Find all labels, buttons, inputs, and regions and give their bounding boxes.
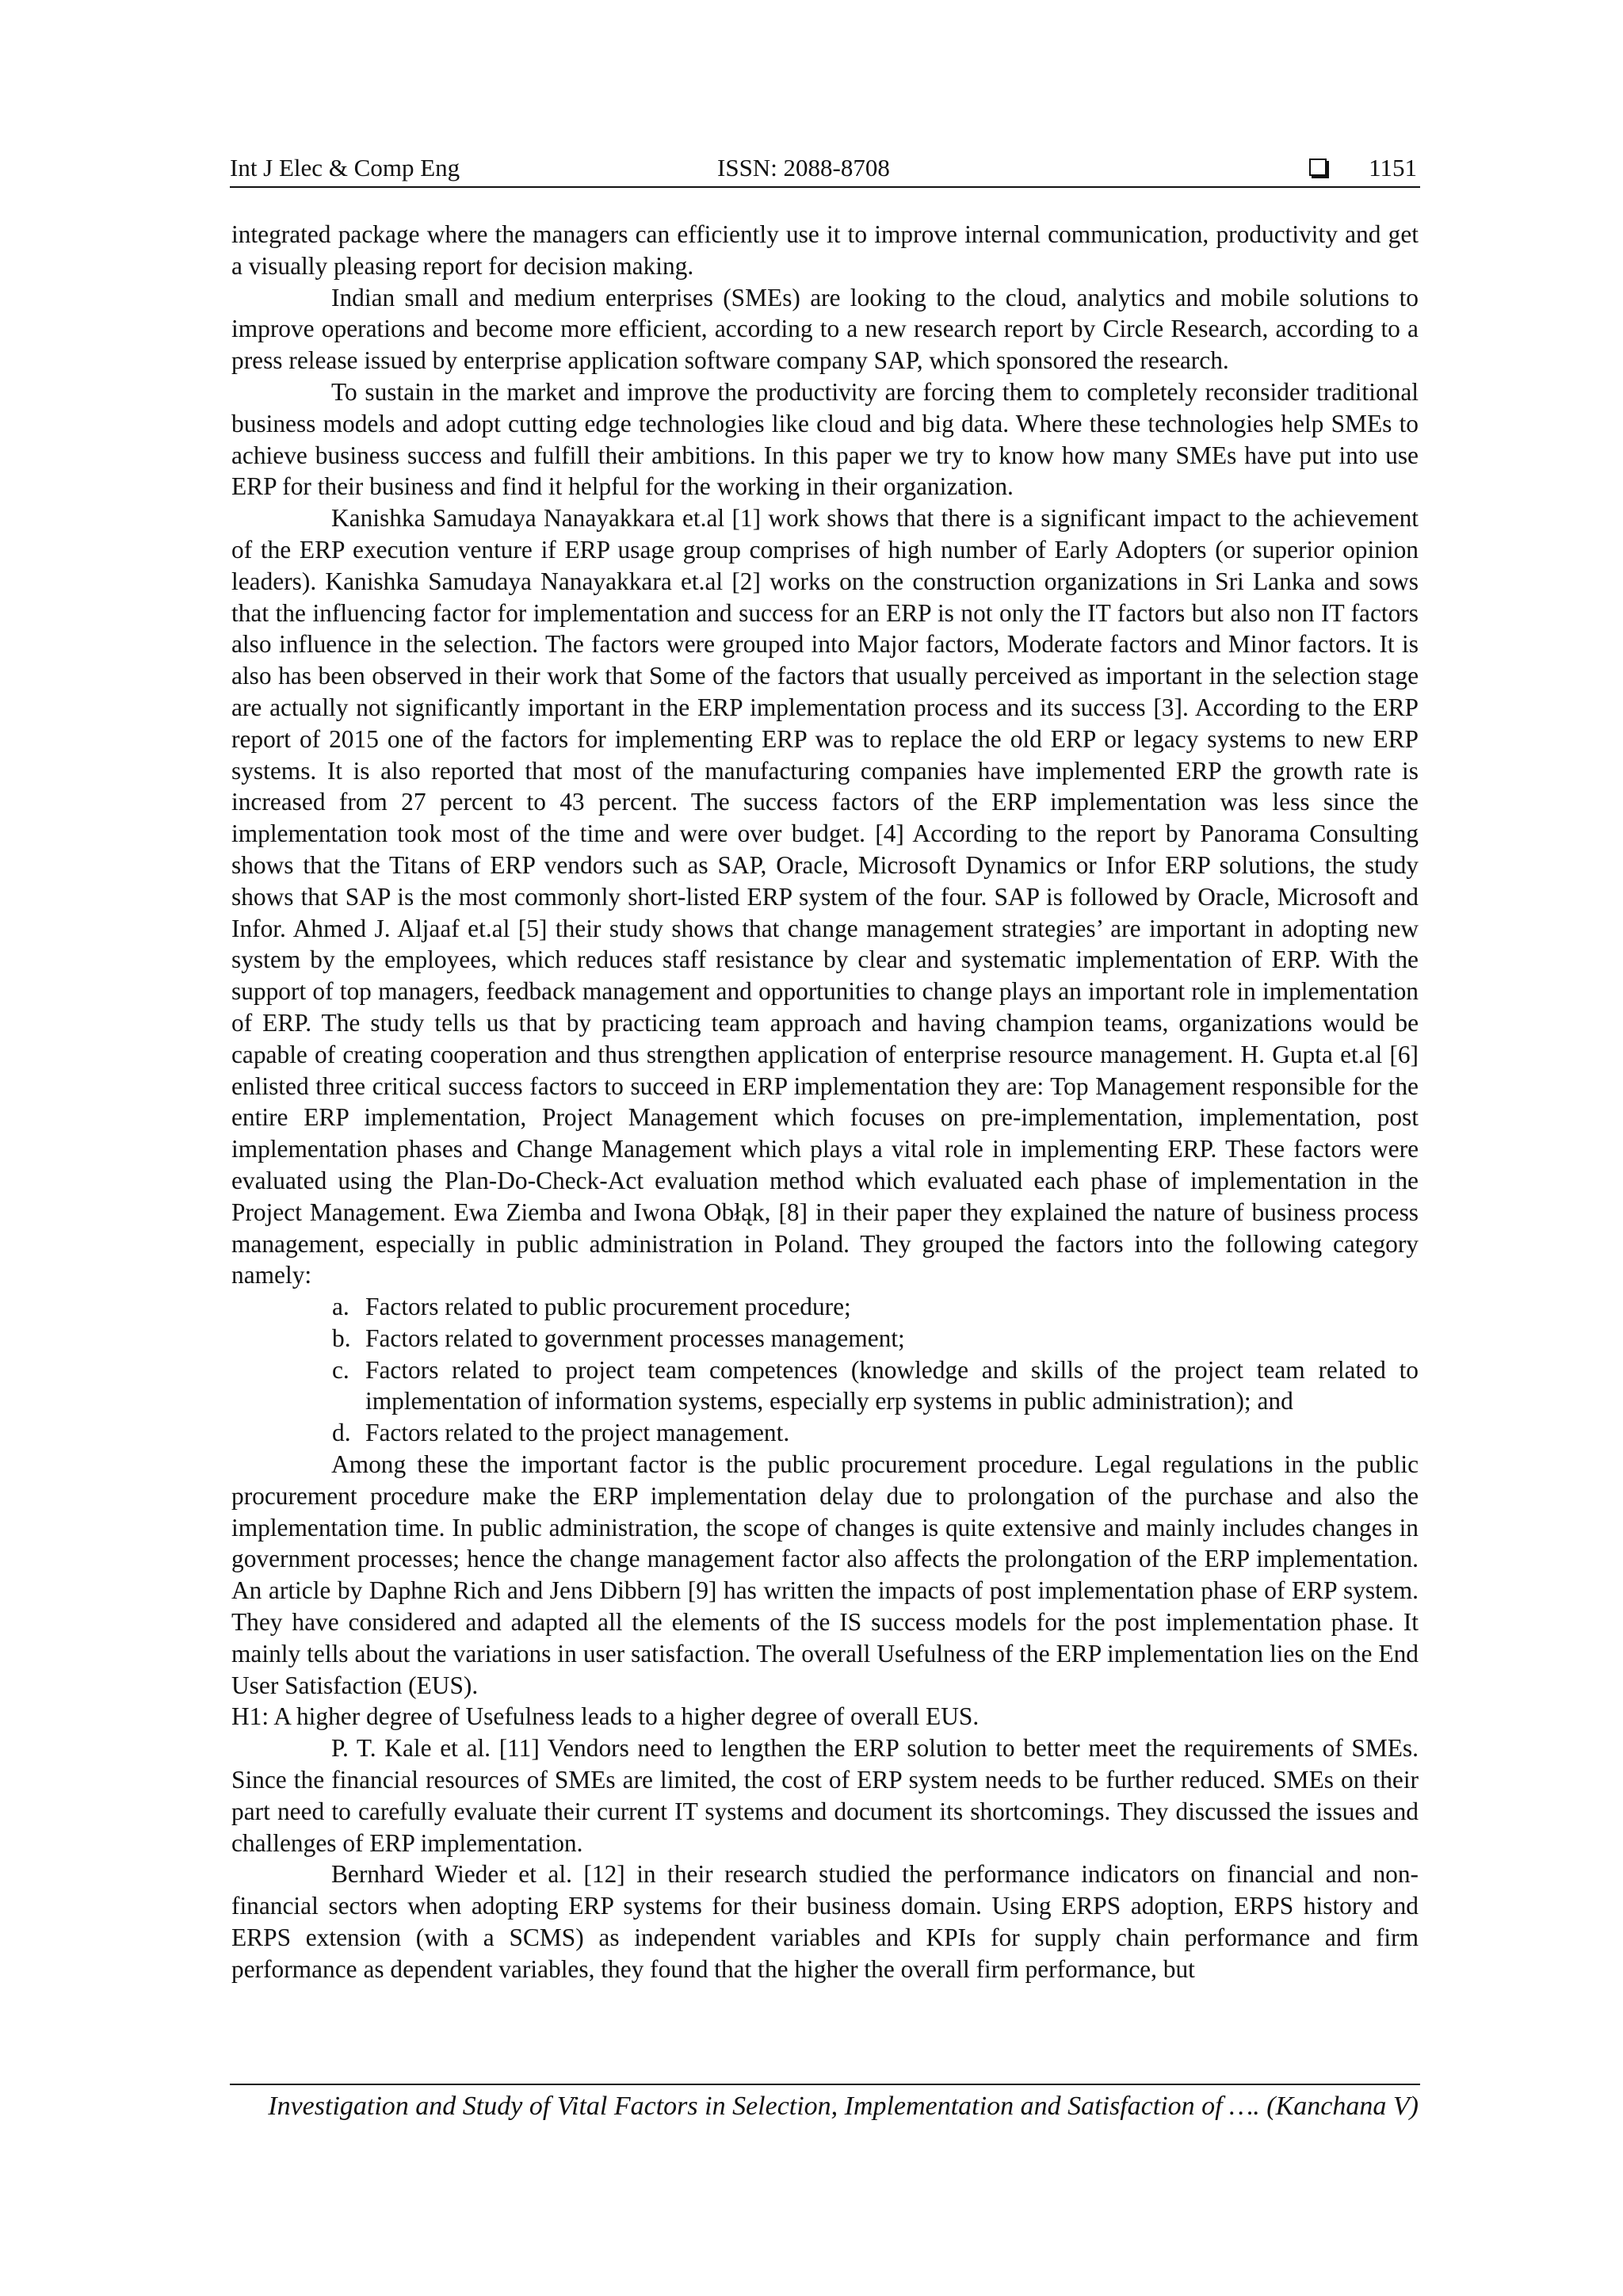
list-marker: c. [332, 1355, 349, 1384]
paragraph-continued: integrated package where the managers can efficiently use it to improve internal communication, productivity and get a visually pleasing report for decision making. [231, 220, 1419, 280]
paragraph-sustain-market: To sustain in the market and improve the productivity are forcing them to completely reconsider traditional business models and adopt cutting edge technologies like cloud and big data. Where these technologies help SMEs to achieve business success and fulfill their ambitions. In this paper we try to know how many SMEs have put into use ERP for their business and find it helpful for the working in their organization. [231, 377, 1419, 501]
list-item-text: Factors related to government processes management; [365, 1324, 905, 1352]
list-marker: b. [332, 1324, 351, 1352]
page-number: 1151 [1369, 154, 1417, 181]
paragraph-kale: P. T. Kale et al. [11] Vendors need to lengthen the ERP solution to better meet the requirements of SMEs. Since the financial resources of SMEs are limited, the cost of ERP system needs to be further reduced. SMEs on their part need to carefully evaluate their current IT systems and document its shortcomings. They discussed the issues and challenges of ERP implementation. [231, 1734, 1419, 1857]
issn: ISSN: 2088-8708 [717, 154, 890, 181]
list-item-text: Factors related to public procurement procedure; [365, 1293, 851, 1321]
paragraph-wieder: Bernhard Wieder et al. [12] in their research studied the performance indicators on financial and non-financial sectors when adopting ERP systems for their business domain. Using ERPS adoption, ERPS history and ERPS extension (with a SCMS) as independent variables and KPIs for supply chain performance and firm performance as dependent variables, they found that the higher the overall firm performance, but [231, 1860, 1419, 1983]
list-item-text: Factors related to the project management. [365, 1419, 790, 1447]
hypothesis-h1: H1: A higher degree of Usefulness leads to a higher degree of overall EUS. [231, 1702, 980, 1731]
list-item [332, 1354, 1419, 1418]
body-text [231, 219, 1419, 1985]
running-footer: Investigation and Study of Vital Factors in Selection, Implementation and Satisfaction of …. (Kanchana V) [268, 2092, 1419, 2121]
list-item [332, 1417, 1419, 1449]
list-marker: d. [332, 1419, 351, 1447]
footer-rule [230, 2084, 1420, 2085]
paragraph-literature-review: Kanishka Samudaya Nanayakkara et.al [1] work shows that there is a significant impact to the achievement of the ERP execution venture if ERP usage group comprises of high number of Early Adopters (or superior opinion leaders). Kanishka Samudaya Nanayakkara et.al [2] works on the construction organizations in Sri Lanka and sows that the influencing factor for implementation and success for an ERP is not only the IT factors but also non IT factors also influence in the selection. The factors were grouped into Major factors, Moderate factors and Minor factors. It is also has been observed in their work that Some of the factors that usually perceived as important in the selection stage are actually not significantly important in the ERP implementation process and its success [3]. According to the ERP report of 2015 one of the factors for implementing ERP was to replace the old ERP or legacy systems to new ERP systems. It is also reported that most of the manufacturing companies have implemented ERP the growth rate is increased from 27 percent to 43 percent. The success factors of the ERP implementation was less since the implementation took most of the time and were over budget. [4] According to the report by Panorama Consulting shows that the Titans of ERP vendors such as SAP, Oracle, Microsoft Dynamics or Infor ERP solutions, the study shows that SAP is the most commonly short-listed ERP system of the four. SAP is followed by Oracle, Microsoft and Infor. Ahmed J. Aljaaf et.al [5] their study shows that change management strategies’ are important in adopting new system by the employees, which reduces staff resistance by clear and systematic implementation of ERP. With the support of top managers, feedback management and opportunities to change plays an important role in implementation of ERP. The study tells us that by practicing team approach and having champion teams, organizations would be capable of creating cooperation and thus strengthen application of enterprise resource management. H. Gupta et.al [6] enlisted three critical success factors to succeed in ERP implementation they are: Top Management responsible for the entire ERP implementation, Project Management which focuses on pre-implementation, implementation, post implementation phases and Change Management which plays a vital role in implementing ERP. These factors were evaluated using the Plan-Do-Check-Act evaluation method which evaluated each phase of implementation in the Project Management. Ewa Ziemba and Iwona Obłąk, [8] in their paper they explained the nature of business process management, especially in public administration in Poland. They grouped the factors into the following category namely: [231, 504, 1419, 1289]
list-item-text: Factors related to project team competences (knowledge and skills of the project team related to implementation of information systems, especially erp systems in public administration); and [365, 1355, 1419, 1415]
header-rule [230, 186, 1420, 188]
list-item [332, 1291, 1419, 1323]
square-bullet-icon [1309, 159, 1327, 176]
factor-category-list [231, 1291, 1419, 1449]
paragraph-sme-cloud: Indian small and medium enterprises (SMEs) are looking to the cloud, analytics and mobile solutions to improve operations and become more efficient, according to a new research report by Circle Research, according to a press release issued by enterprise application software company SAP, which sponsored the research. [231, 283, 1419, 375]
journal-name: Int J Elec & Comp Eng [230, 154, 460, 181]
list-item [332, 1323, 1419, 1354]
paragraph-procurement: Among these the important factor is the public procurement procedure. Legal regulations in the public procurement procedure make the ERP implementation delay due to prolongation of the purchase and also the implementation time. In public administration, the scope of changes is quite extensive and mainly includes changes in government processes; hence the change management factor also affects the prolongation of the ERP implementation. An article by Daphne Rich and Jens Dibbern [9] has written the impacts of post implementation phase of ERP system. They have considered and adapted all the elements of the IS success models for the post implementation phase. It mainly tells about the variations in user satisfaction. The overall Usefulness of the ERP implementation lies on the End User Satisfaction (EUS). [231, 1450, 1419, 1699]
list-marker: a. [332, 1293, 349, 1321]
running-header [230, 151, 1420, 185]
